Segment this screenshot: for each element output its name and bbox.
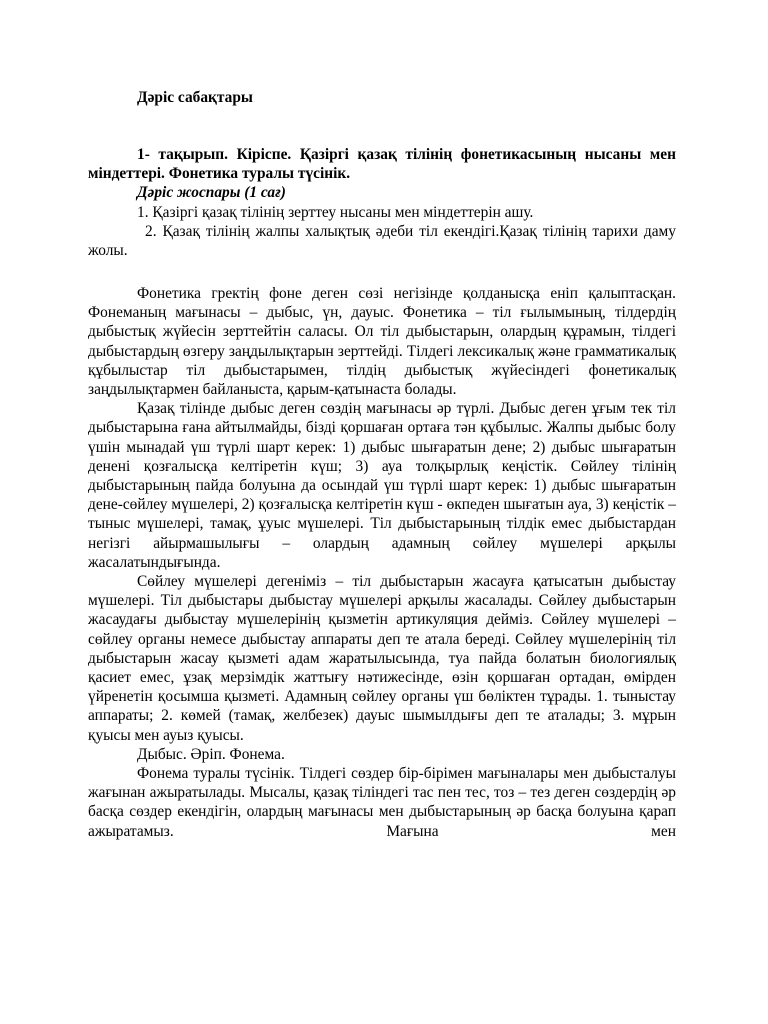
document-title: Дәріс сабақтары (137, 89, 253, 106)
topic-heading: 1- тақырып. Кіріспе. Қазіргі қазақ тілінің фонетикасының нысаны мен міндеттері. Фонетика туралы түсінік. (88, 146, 676, 183)
plan-item: 2. Қазақ тілінің жалпы халықтық әдеби тіл екендігі.Қазақ тілінің тарихи даму жолы. (88, 222, 676, 260)
paragraph: Фонема туралы түсінік. Тілдегі сөздер бір-бірімен мағыналары мен дыбысталуы жағынан ажыратылады. Мысалы, қазақ тіліндегі тас пен тес, тоз – тез деген сөздердің әр басқа сөздер екендігін, олардың мағынасы мен дыбыстарының әр басқа болуына қарап ажыратамыз. Мағына мен (88, 765, 676, 840)
topic-section (88, 145, 676, 260)
paragraph: Фонетика гректің фоне деген сөзі негізінде қолданысқа еніп қалыптасқан. Фонеманың мағынасы – дыбыс, үн, дауыс. Фонетика – тіл ғылымының, тілдердің дыбыстық жүйесін зерттейтін саласы. Ол тіл дыбыстарын, олардың құрамын, тілдегі дыбыстардың өзгеру заңдылықтарын зерттейді. Тілдегі лексикалық және грамматикалық құбылыстар тіл дыбыстарымен, тілдің дыбыстық жүйесіндегі фонетикалық заңдылықтармен байланыста, қарым-қатынаста болады. (88, 285, 676, 399)
body-text (88, 284, 676, 841)
plan-item: 1. Қазіргі қазақ тілінің зерттеу нысаны мен міндеттерін ашу. (137, 203, 534, 221)
paragraph: Сөйлеу мүшелері дегеніміз – тіл дыбыстарын жасауға қатысатын дыбыстау мүшелері. Тіл дыбыстары дыбыстау мүшелері арқылы жасалады. Сөйлеу дыбыстарын жасаудағы дыбыстау мүшелерінің қызметін артикуляция дейміз. Сөйлеу мүшелері – сөйлеу органы немесе дыбыстау аппараты деп те атала береді. Сөйлеу мүшелерінің тіл дыбыстарын жасау қызметі адам жаратылысында, туа пайда болатын биологиялық қасиет емес, ұзақ мерзімдік жаттығу нәтижесінде, өзін қоршаған ортадан, өмірден үйренетін қосымша қызметі. Адамның сөйлеу органы үш бөліктен тұрады. 1. тыныстау аппараты; 2. көмей (тамақ, желбезек) дауыс шымылдығы деп те аталады; 3. мұрын қуысы мен ауыз қуысы. (88, 573, 676, 744)
paragraph: Қазақ тілінде дыбыс деген сөздің мағынасы әр түрлі. Дыбыс деген ұғым тек тіл дыбыстарына ғана айтылмайды, бізді қоршаған ортаға тән құбылыс. Жалпы дыбыс болу үшін мынадай үш түрлі шарт керек: 1) дыбыс шығаратын дене; 2) дыбыс шығаратын денені қозғалысқа келтіретін күш; 3) ауа толқырлық кеңістік. Сөйлеу тілінің дыбыстарының пайда болуына да осындай үш түрлі шарт керек: 1) дыбыс шығаратын дене-сөйлеу мүшелері, 2) қозғалысқа келтіретін күш - өкпеден шығатын ауа, 3) кеңістік – тыныс мүшелері, тамақ, ұуыс мүшелері. Тіл дыбыстарының тілдік емес дыбыстардан негізгі айырмашылығы – олардың адамның сөйлеу мүшелері арқылы жасалатындығында. (88, 400, 676, 571)
paragraph: Дыбыс. Әріп. Фонема. (137, 745, 285, 763)
lecture-plan-title: Дәріс жоспары (1 сағ) (137, 184, 286, 202)
